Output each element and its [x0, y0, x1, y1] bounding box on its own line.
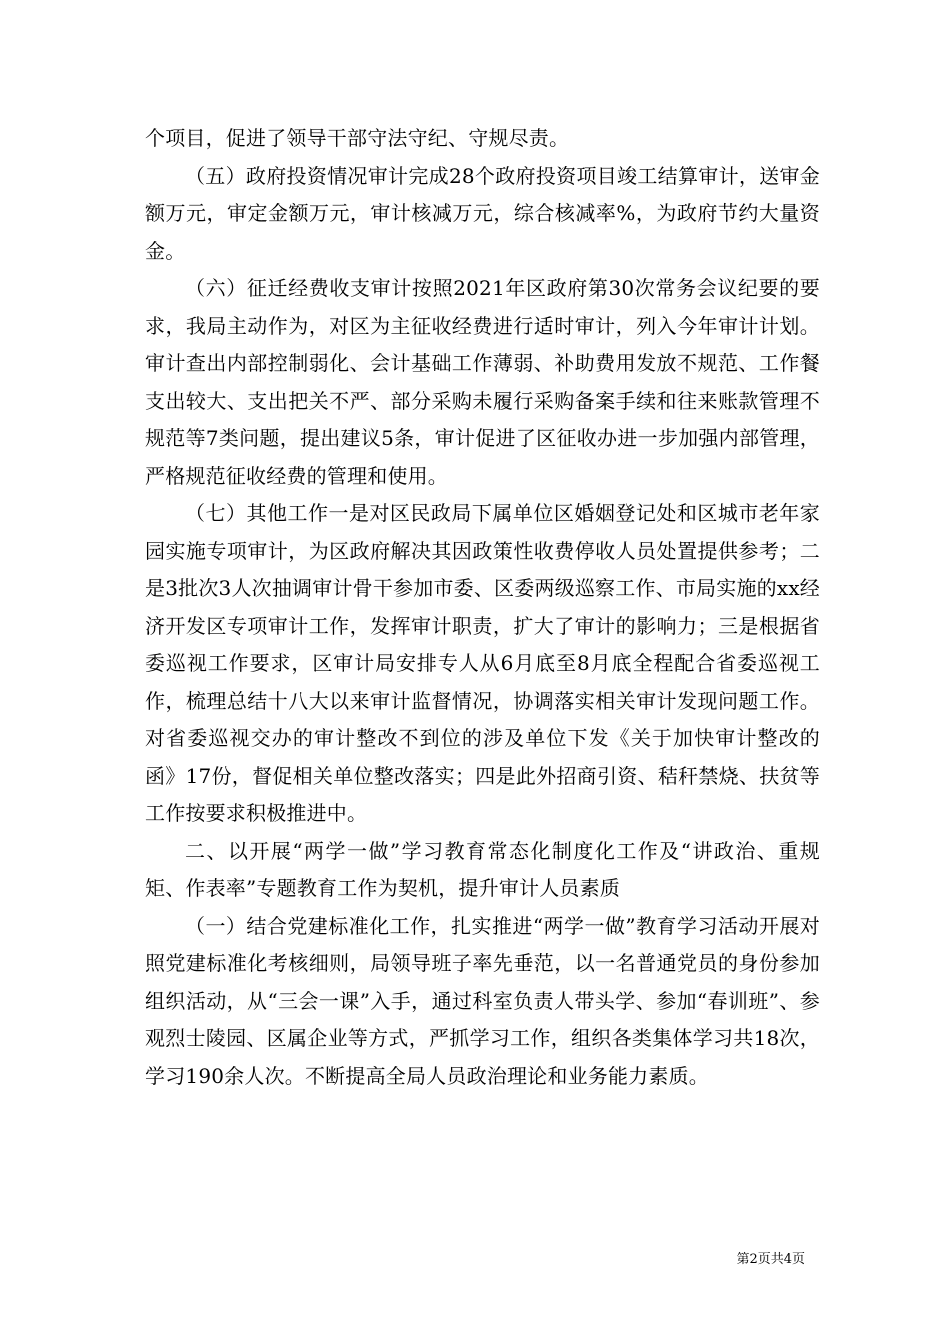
document-body: [145, 120, 820, 1095]
paragraph-party-building: （一）结合党建标准化工作，扎实推进“两学一做”教育学习活动开展对照党建标准化考核细则，局领导班子率先垂范，以一名普通党员的身份参加组织活动，从“三会一课”入手，通过科室负责人带头学、参加“春训班”、参观烈士陵园、区属企业等方式，严抓学习工作，组织各类集体学习共18次，学习190余人次。不断提高全局人员政治理论和业务能力素质。: [145, 913, 820, 1088]
section-heading-two: 二、以开展“两学一做”学习教育常态化制度化工作及“讲政治、重规矩、作表率”专题教育工作为契机，提升审计人员素质: [145, 838, 820, 900]
page-number: 第2页共4页: [736, 1252, 805, 1267]
paragraph-investment-audit: （五）政府投资情况审计完成28个政府投资项目竣工结算审计，送审金额万元，审定金额万元，审计核减万元，综合核减率%，为政府节约大量资金。: [145, 163, 820, 263]
paragraph-continuation: 个项目，促进了领导干部守法守纪、守规尽责。: [145, 126, 570, 150]
paragraph-relocation-audit: （六）征迁经费收支审计按照2021年区政府第30次常务会议纪要的要求，我局主动作为，对区为主征收经费进行适时审计，列入今年审计计划。审计查出内部控制弱化、会计基础工作薄弱、补助费用发放不规范、工作餐支出较大、支出把关不严、部分采购未履行采购备案手续和往来账款管理不规范等7类问题，提出建议5条，审计促进了区征收办进一步加强内部管理，严格规范征收经费的管理和使用。: [145, 276, 820, 488]
paragraph-other-work: （七）其他工作一是对区民政局下属单位区婚姻登记处和区城市老年家园实施专项审计，为区政府解决其因政策性收费停收人员处置提供参考；二是3批次3人次抽调审计骨干参加市委、区委两级巡察工作、市局实施的xx经济开发区专项审计工作，发挥审计职责，扩大了审计的影响力；三是根据省委巡视工作要求，区审计局安排专人从6月底至8月底全程配合省委巡视工作，梳理总结十八大以来审计监督情况，协调落实相关审计发现问题工作。对省委巡视交办的审计整改不到位的涉及单位下发《关于加快审计整改的函》17份，督促相关单位整改落实；四是此外招商引资、秸秆禁烧、扶贫等工作按要求积极推进中。: [145, 501, 821, 825]
